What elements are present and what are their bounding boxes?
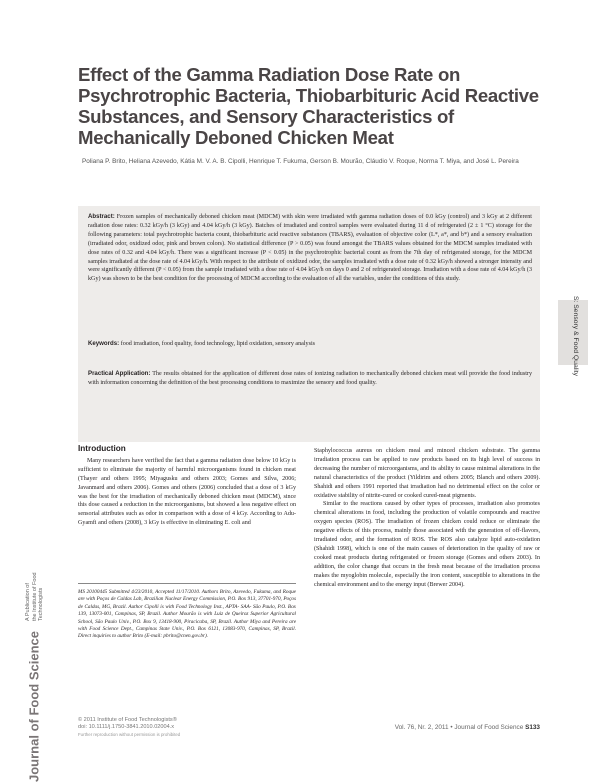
keywords-label: Keywords:	[88, 340, 120, 347]
body-paragraph: Similar to the reactions caused by other types of processes, irradiation also promotes chemical alterations in food, including the production of volatile compounds and reactive oxygen species (ROS). The irradiation of frozen chicken could reduce or eliminate the negative effects of this process, mainly those associated with the generation of off-flavors, irradiated odor, and the formation of ROS. The ROS also catalyze lipid auto-oxidation (Shahidi 1998), which is one of the main causes of deterioration in the quality of raw or cooked meat products during refrigerated or frozen storage (Gomes and others 2003). In addition, the color change that occurs in the fresh meat because of the irradiation process makes the myoglobin molecule, especially the iron content, susceptible to alterations in the chemical environment and to the energy input (Brewer 2004).	[314, 501, 540, 588]
author-list: Poliana P. Brito, Heliana Azevedo, Kátia M. V. A. B. Cipolli, Henrique T. Fukuma, Gerson B. Mourão, Cláudio V. Roque, Norma T. Miya, and José L. Pereira	[82, 158, 519, 165]
page-number: S133	[525, 724, 540, 731]
journal-publisher-line2: the Institute of Food Technologists	[31, 572, 44, 622]
keywords	[88, 340, 532, 349]
body-paragraph: Staphylococcus aureus on chicken meal and minced chicken substrate. The gamma irradiation process can be applied to raw products based on its high level of success in decreasing the number of microorganisms, and its ability to cause minimal alterations in the natural characteristics of the product (Yildirim and others 2005; Blanch and others 2009). Shahidi and others 1991 reported that irradiation had no detrimental effect on the color or oxidative stability of nitrite-cured or cooked cured-meat pigments.	[314, 448, 540, 499]
section-heading: Introduction	[78, 444, 126, 453]
journal-sidebar	[25, 522, 49, 782]
journal-publisher	[25, 541, 45, 621]
abstract-text: Frozen samples of mechanically deboned chicken meat (MDCM) with skin were irradiated with gamma radiation doses of 0.0 kGy (control) and 3 kGy at 2 different radiation dose rates: 0.32 kGy/h (3 kGy) and 4.04 kGy/h (3 kGy). Batches of irradiated and control samples were evaluated during 11 d of refrigerated (2 ± 1 °C) storage for the following parameters: total psychrotrophic bacteria count, thiobarbituric acid reactive substances (TBARS), evaluation of objective color (L*, a*, and b*) and a sensory evaluation (irradiated odor, oxidized odor, pink and brown colors). No statistical difference (P > 0.05) was found amongst the TBARS values obtained for the MDCM samples irradiated with dose rates of 0.32 and 4.04 kGy/h. There was a significant increase (P < 0.05) in the psychrotrophic bacterial count as from the 7th day of refrigerated storage, for the MDCM samples irradiated at the dose rate of 4.04 kGy/h. With respect to the attribute of oxidized odor, the samples irradiated with a dose rate of 0.32 kGy/h showed a stronger intensity and were significantly different (P < 0.05) from the sample irradiated with a dose rate of 4.04 kGy/h on days 0 and 2 of refrigerated storage. Irradiation with a dose rate of 4.04 kGy/h (3 kGy) was shown to be the best condition for the processing of MDCM according to the evaluation of all the variables, under the conditions of this study.	[88, 214, 532, 283]
journal-publisher-line1: A Publication of	[25, 583, 31, 622]
copyright-line: © 2011 Institute of Food Technologists®	[78, 717, 177, 723]
footnote-rule	[78, 583, 296, 584]
reproduction-notice: Further reproduction without permission is prohibited	[78, 732, 181, 737]
article-title: Effect of the Gamma Radiation Dose Rate on Psychrotrophic Bacteria, Thiobarbituric Acid Reactive Substances, and Sensory Characteristics of Mechanically Deboned Chicken Meat	[78, 64, 539, 148]
practical-application-label: Practical Application:	[88, 370, 151, 377]
abstract-label: Abstract:	[88, 213, 115, 220]
practical-application-text: The results obtained for the application of different dose rates of ionizing radiation to mechanically deboned chicken meat will provide the food industry with information concerning the definition of the best processing conditions to maximize the sensory and food quality.	[88, 371, 532, 386]
body-column-left	[78, 445, 296, 528]
copyright-block	[78, 717, 278, 738]
keywords-text: food irradiation, food quality, food technology, lipid oxidation, sensory analysis	[120, 341, 316, 347]
journal-citation: Vol. 76, Nr. 2, 2011 • Journal of Food Science	[394, 724, 524, 731]
practical-application	[88, 370, 532, 388]
abstract	[88, 213, 532, 284]
journal-logo: Journal of Food Science	[26, 631, 42, 782]
page-footer	[380, 724, 540, 731]
section-tab-label: S: Sensory & Food Quality	[572, 295, 579, 377]
body-paragraph: Many researchers have verified the fact that a gamma radiation dose below 10 kGy is sufficient to eliminate the majority of harmful microorganisms found in chicken meat (Thayer and others 1995; Miyagusku and others 2003; Gomes and Silva, 2006; Javanmard and others 2006). Gomes and others (2006) concluded that a dose of 3 kGy was the best for the irradiation of mechanically deboned chicken meat (MDCM), since this dose caused a reduction in the microorganisms, but showed a less negative effect on sensorial attributes such as odor in comparison with a dose of 4 kGy. According to Adu-Gyamfi and others (2008), 3 kGy is effective in eliminating E. coli and	[78, 457, 296, 527]
doi-line: doi: 10.1111/j.1750-3841.2010.02004.x	[78, 724, 175, 730]
author-footnote: MS 20100445 Submitted 4/23/2010, Accepted 11/17/2010. Authors Brito, Azevedo, Fukuma, and Roque are with Poços de Caldas Lab, Brazilian Nuclear Energy Commission, P.O. Box 913, 37701-970, Poços de Caldas, MG, Brazil. Author Cipolli is with Food Technology Inst., APTA- SAA- São Paulo, P.O. Box 139, 13073-001, Campinas, SP, Brazil. Author Mourão is with Luiz de Queiroz Superior Agricultural School, São Paulo Univ., P.O. Box 9, 13418-900, Piracicaba, SP, Brazil. Author Miya and Pereira are with Food Science Dept., Campinas State Univ., P.O. Box 6121, 13083-970, Campinas, SP, Brazil. Direct inquiries to author Brito (E-mail: pbrito@cnen.gov.br).	[78, 589, 296, 640]
body-column-right	[314, 447, 540, 590]
